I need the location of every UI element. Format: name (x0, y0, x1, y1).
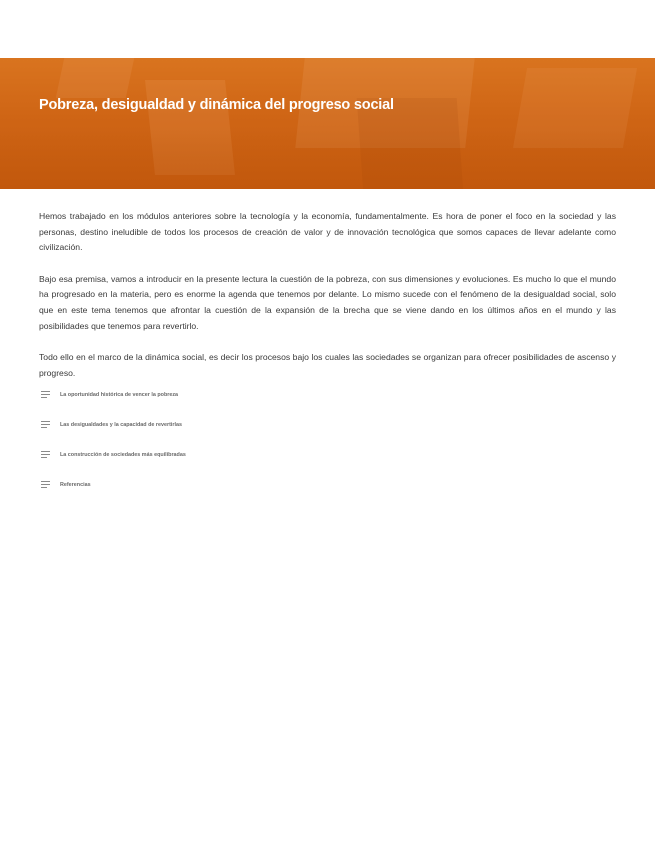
toc-item-sociedades-equilibradas[interactable] (39, 448, 616, 478)
banner-shade (0, 128, 655, 189)
page-title: Pobreza, desigualdad y dinámica del progreso social (39, 97, 394, 113)
intro-paragraph: Todo ello en el marco de la dinámica social, es decir los procesos bajo los cuales las sociedades se organizan para ofrecer posibilidades de ascenso y progreso. (39, 352, 616, 378)
table-of-contents (39, 388, 616, 508)
toc-item-label: Referencias (60, 482, 91, 488)
intro-paragraph: Bajo esa premisa, vamos a introducir en la presente lectura la cuestión de la pobreza, con sus dimensiones y evoluciones. Es mucho lo que el mundo ha progresado en la materia, pero es enorme la agenda que tenemos por delante. Lo mismo sucede con el fenómeno de la desigualdad social, solo que en este tema tenemos que afrontar la cuestión de la expansión de la brecha que se viene dando en los últimos años en el mundo y las posibilidades que tenemos para revertirlo. (39, 273, 616, 331)
toc-item-label: La construcción de sociedades más equilibradas (60, 452, 186, 458)
intro-text (39, 209, 616, 397)
list-lines-icon (41, 481, 50, 489)
banner-decoration (56, 58, 135, 98)
intro-paragraph: Hemos trabajado en los módulos anteriores sobre la tecnología y la economía, fundamentalmente. Es hora de poner el foco en la sociedad y las personas, destino ineludible de todos los procesos de creación de valor y de innovación tecnológica que somos capaces de llevar adelante como civilización. (39, 211, 616, 253)
list-lines-icon (41, 451, 50, 459)
list-lines-icon (41, 391, 50, 399)
list-lines-icon (41, 421, 50, 429)
toc-item-desigualdades[interactable] (39, 418, 616, 448)
toc-item-label: Las desigualdades y la capacidad de revertirlas (60, 422, 182, 428)
header-banner (0, 58, 655, 189)
toc-item-label: La oportunidad histórica de vencer la pobreza (60, 392, 179, 398)
toc-item-oportunidad-historica[interactable] (39, 388, 616, 418)
toc-item-referencias[interactable] (39, 478, 616, 508)
